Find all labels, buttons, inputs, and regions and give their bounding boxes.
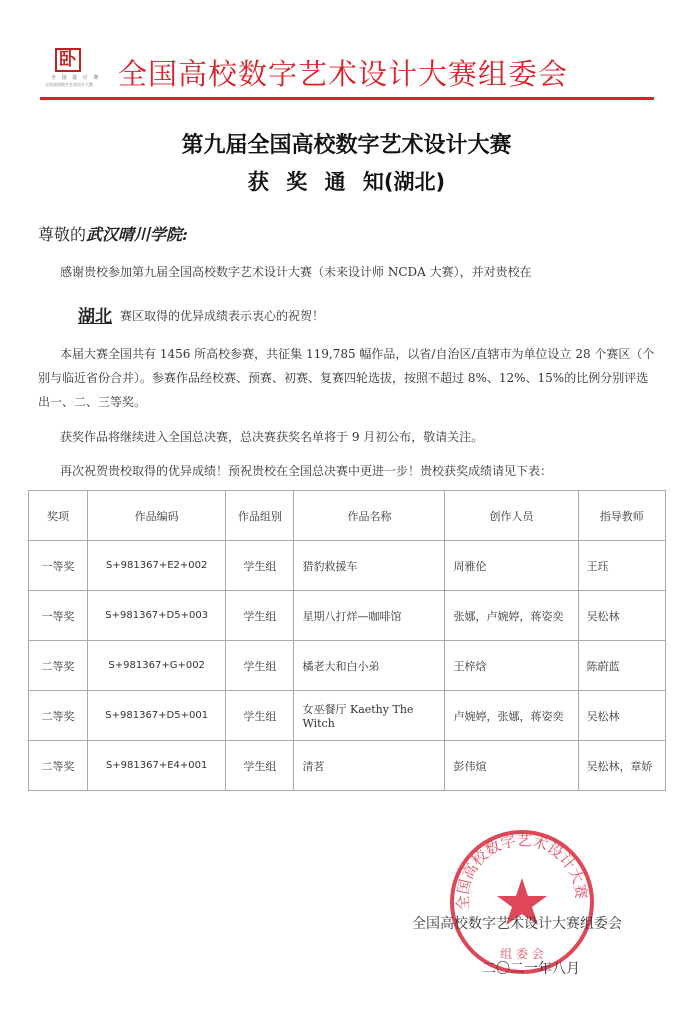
work-creators: 王梓焓 — [445, 641, 578, 691]
paragraph-thanks: 感谢贵校参加第九届全国高校数字艺术设计大赛（未来设计师 NCDA 大赛），并对贵校在 — [60, 265, 532, 279]
paragraph-finals: 获奖作品将继续进入全国总决赛，总决赛获奖名单将于 9 月初公布，敬请关注。 — [60, 430, 484, 444]
table-row — [29, 691, 666, 741]
work-advisor: 陈蔚蓝 — [578, 641, 665, 691]
work-group: 学生组 — [226, 641, 294, 691]
header-creators: 创作人员 — [445, 491, 578, 541]
award-level: 二等奖 — [29, 641, 88, 691]
work-advisor: 吴松林 — [578, 691, 665, 741]
work-advisor: 吴松林，章娇 — [578, 741, 665, 791]
work-code: S+981367+D5+003 — [88, 591, 226, 641]
logo-mark-icon: 卧 — [55, 48, 81, 72]
region-name: 湖北 — [78, 307, 112, 327]
work-code: S+981367+E2+002 — [88, 541, 226, 591]
work-creators: 周雅伦 — [445, 541, 578, 591]
table-row — [29, 591, 666, 641]
logo — [45, 48, 105, 92]
official-seal-icon — [448, 828, 596, 976]
work-advisor: 吴松林 — [578, 591, 665, 641]
logo-caption: 全国高校数字艺术设计大赛 — [45, 82, 93, 87]
paragraph-overview: 本届大赛全国共有 1456 所高校参赛，共征集 119,785 幅作品，以省/自治区/直辖市为单位设立 28 个赛区（个别与临近省份合并）。参赛作品经校赛、预赛、初赛、复赛四轮选拔，按照不超过 8%、12%、15%的比例分别评选出一、二、三等奖。 — [38, 347, 655, 409]
award-level: 二等奖 — [29, 691, 88, 741]
work-title: 猎豹救援车 — [294, 541, 445, 591]
greeting — [38, 222, 188, 245]
work-creators: 张娜，卢婉婷，蒋姿奕 — [445, 591, 578, 641]
school-name: 武汉晴川学院: — [86, 225, 188, 244]
award-level: 二等奖 — [29, 741, 88, 791]
table-header-row — [29, 491, 666, 541]
work-title: 清茗 — [294, 741, 445, 791]
logo-subtitle: 全 国 设 计 赛 — [51, 75, 101, 81]
work-title: 橘老大和白小弟 — [294, 641, 445, 691]
work-advisor: 王珏 — [578, 541, 665, 591]
work-creators: 卢婉婷，张娜，蒋姿奕 — [445, 691, 578, 741]
work-group: 学生组 — [226, 541, 294, 591]
work-code: S+981367+D5+001 — [88, 691, 226, 741]
header-group: 作品组别 — [226, 491, 294, 541]
greeting-prefix: 尊敬的 — [38, 225, 87, 244]
table-row — [29, 541, 666, 591]
seal-ring-text: 全国高校数字艺术设计大赛 — [453, 831, 591, 912]
work-group: 学生组 — [226, 591, 294, 641]
signature-org: 全国高校数字艺术设计大赛组委会 — [412, 916, 622, 932]
work-code: S+981367+G+002 — [88, 641, 226, 691]
work-group: 学生组 — [226, 691, 294, 741]
work-group: 学生组 — [226, 741, 294, 791]
document-title: 第九届全国高校数字艺术设计大赛 — [181, 133, 512, 158]
document-subtitle: 获 奖 通 知(湖北) — [247, 170, 446, 194]
header-advisor: 指导教师 — [578, 491, 665, 541]
awards-table — [28, 490, 666, 791]
signature-date: 二〇二一年八月 — [482, 961, 580, 977]
work-creators: 彭伟煊 — [445, 741, 578, 791]
seal-bottom-text: 组 委 会 — [500, 947, 544, 961]
paragraph-congrats: 赛区取得的优异成绩表示衷心的祝贺！ — [120, 309, 325, 323]
header-award: 奖项 — [29, 491, 88, 541]
table-row — [29, 741, 666, 791]
work-title: 女巫餐厅 Kaethy The Witch — [294, 691, 445, 741]
award-level: 一等奖 — [29, 591, 88, 641]
letterhead-org-name: 全国高校数字艺术设计大赛组委会 — [118, 57, 569, 91]
header-code: 作品编码 — [88, 491, 226, 541]
header-title: 作品名称 — [294, 491, 445, 541]
work-title: 星期八打烊—咖啡馆 — [294, 591, 445, 641]
work-code: S+981367+E4+001 — [88, 741, 226, 791]
paragraph-results-intro: 再次祝贺贵校取得的优异成绩！预祝贵校在全国总决赛中更进一步！贵校获奖成绩请见下表： — [60, 464, 553, 478]
award-level: 一等奖 — [29, 541, 88, 591]
table-row — [29, 641, 666, 691]
letterhead-divider — [40, 97, 654, 100]
